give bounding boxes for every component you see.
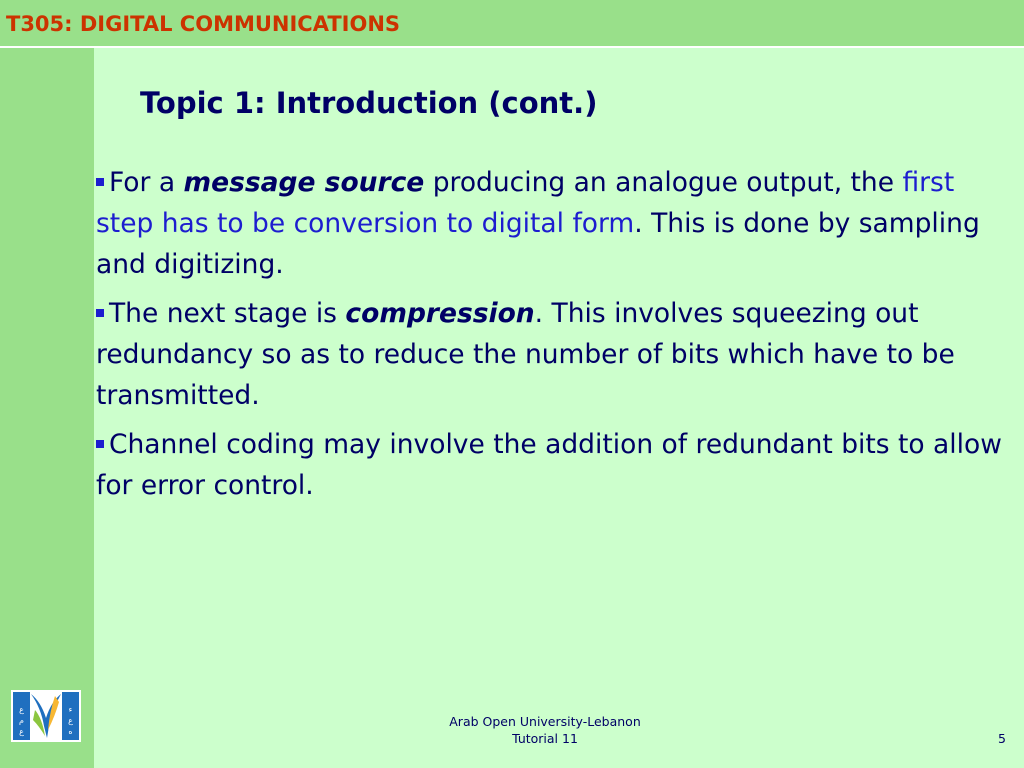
footer-organization: Arab Open University-Lebanon (449, 714, 641, 729)
header-bar (0, 0, 1024, 48)
course-title: T305: DIGITAL COMMUNICATIONS (6, 12, 401, 36)
page-number: 5 (998, 731, 1006, 746)
square-bullet-icon (96, 178, 104, 186)
bullet-text: . This involves squeezing out redundancy so as to reduce the number of bits which have to be transmitted. (96, 298, 955, 411)
header-divider (0, 46, 1024, 48)
bullet-text: Channel coding may involve the addition of redundant bits to allow for error control. (96, 429, 1002, 501)
emphasis-text: message source (183, 167, 425, 198)
svg-text:ع: ع (19, 727, 24, 736)
highlighted-text: first step has to be conversion to digital form (96, 167, 955, 239)
svg-text:ء: ء (68, 705, 73, 714)
bullet-text: The next stage is (109, 298, 346, 329)
square-bullet-icon (96, 309, 104, 317)
bullet-list (96, 162, 1008, 514)
bullet-text: producing an analogue output, the (424, 167, 903, 198)
footer-subtitle: Tutorial 11 (512, 731, 578, 746)
emphasis-text: compression (345, 298, 535, 329)
bullet-item-2 (96, 293, 1008, 416)
bullet-item-3 (96, 424, 1008, 506)
left-sidebar (0, 48, 94, 768)
footer (420, 713, 670, 747)
svg-text:ع: ع (19, 705, 24, 714)
aou-logo-icon (11, 690, 81, 742)
slide-title: Topic 1: Introduction (cont.) (140, 86, 598, 120)
bullet-text: For a (109, 167, 184, 198)
svg-text:م: م (19, 716, 24, 725)
bullet-item-1 (96, 162, 1008, 285)
svg-text:ع: ع (68, 716, 73, 725)
bullet-text: . This is done by sampling and digitizing. (96, 208, 980, 280)
svg-text:ه: ه (68, 727, 73, 736)
square-bullet-icon (96, 440, 104, 448)
